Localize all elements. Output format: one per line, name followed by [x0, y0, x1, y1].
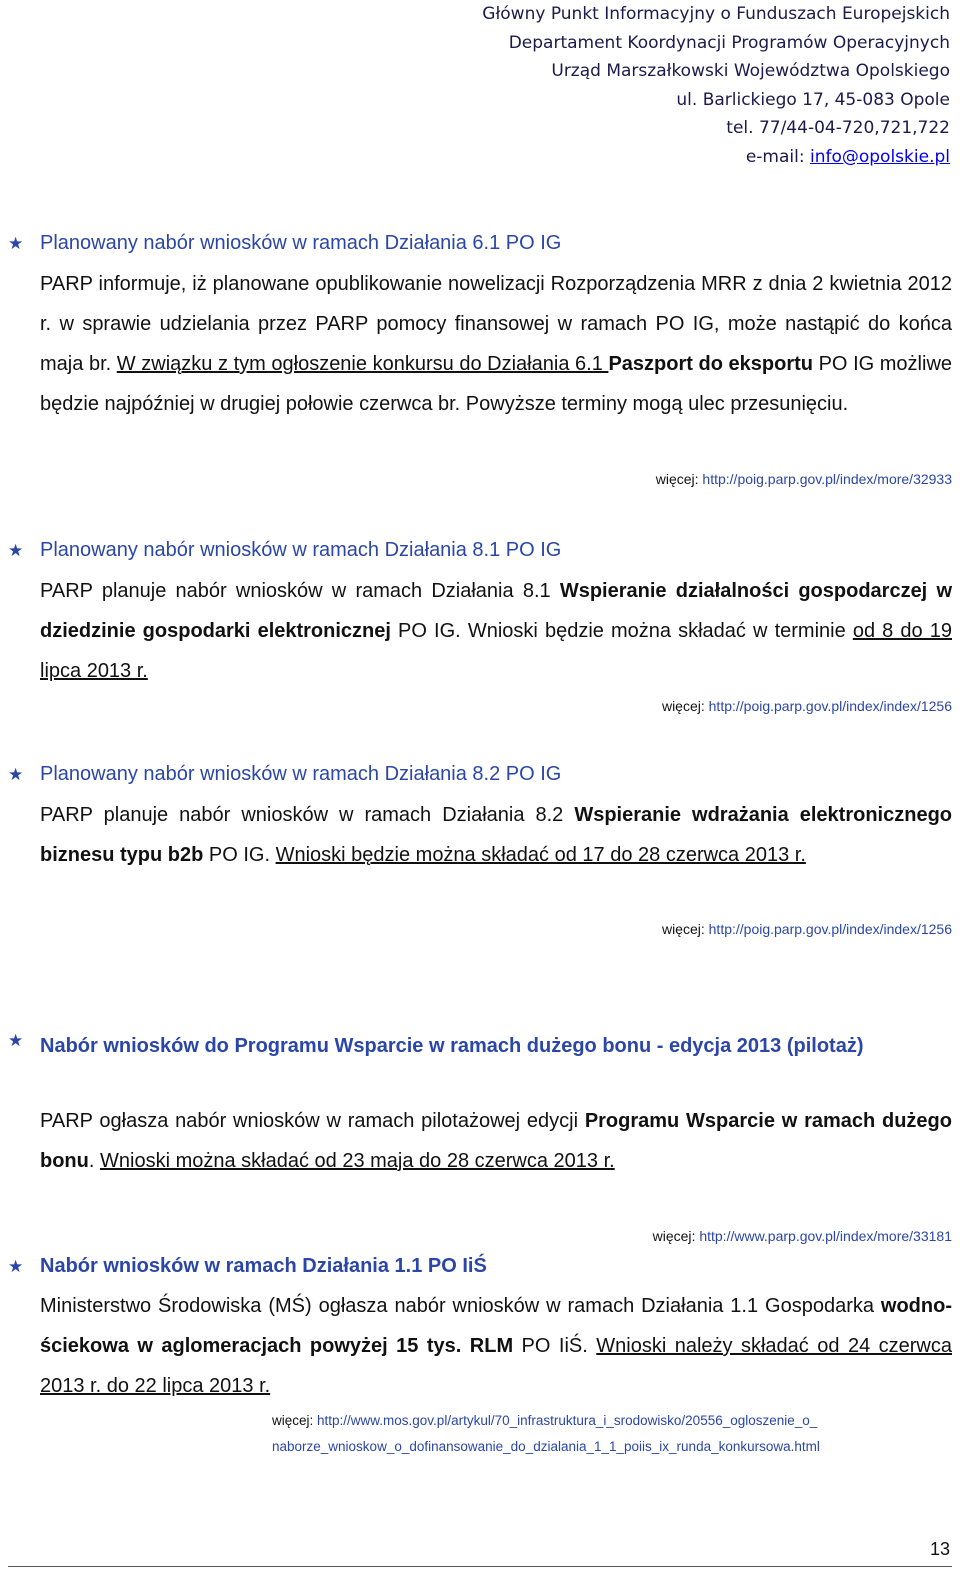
header-separator-band [8, 177, 956, 225]
star-bullet-icon: ★ [8, 1031, 24, 1050]
more-link-part-1[interactable]: http://www.mos.gov.pl/artykul/70_infrastruktura_i_srodowisko/20556_ogloszenie_o_ [317, 1413, 818, 1428]
more-link-row: więcej: http://poig.parp.gov.pl/index/more/32933 [655, 471, 952, 487]
item-title: Planowany nabór wniosków w ramach Działania 8.1 PO IG [40, 539, 562, 561]
item-body: PARP planuje nabór wniosków w ramach Działania 8.2 Wspieranie wdrażania elektronicznego biznesu typu b2b PO IG. Wnioski będzie można składać od 17 do 28 czerwca 2013 r. [40, 804, 952, 866]
more-link-row: więcej: http://poig.parp.gov.pl/index/index/1256 [661, 698, 952, 714]
header-line-office: Główny Punkt Informacyjny o Funduszach Europejskich [482, 4, 950, 24]
more-link[interactable]: http://www.parp.gov.pl/index/more/33181 [699, 1228, 952, 1244]
more-link-row: więcej: http://poig.parp.gov.pl/index/index/1256 [661, 921, 952, 937]
more-link-row: więcej: http://www.mos.gov.pl/artykul/70_infrastruktura_i_srodowisko/20556_ogloszenie_o_ naborze_wnioskow_o_dofinansowanie_do_dzialania_1_1_poiis_ix_runda_konkursowa.html [272, 1413, 820, 1454]
item-title: Nabór wniosków do Programu Wsparcie w ramach dużego bonu - edycja 2013 (pilotaż) [40, 1035, 864, 1057]
item-body: PARP ogłasza nabór wniosków w ramach pilotażowej edycji Programu Wsparcie w ramach dużego bonu. Wnioski można składać od 23 maja do 28 czerwca 2013 r. [40, 1110, 952, 1172]
item-body: PARP informuje, iż planowane opublikowanie nowelizacji Rozporządzenia MRR z dnia 2 kwietnia 2012 r. w sprawie udzielania przez PARP pomocy finansowej w ramach PO IG, może nastąpić do końca maja br. W związku z tym ogłoszenie konkursu do Działania 6.1 Paszport do eksportu PO IG możliwe będzie najpóźniej w drugiej połowie czerwca br. Powyższe terminy mogą ulec przesunięciu. [40, 273, 953, 415]
more-link[interactable]: http://poig.parp.gov.pl/index/more/32933 [702, 471, 952, 487]
email-link[interactable]: info@opolskie.pl [809, 146, 950, 167]
footer-rule [8, 1566, 952, 1567]
more-link-row: więcej: http://www.parp.gov.pl/index/more/33181 [652, 1228, 952, 1244]
email-label: e-mail: [745, 146, 810, 167]
page-number: 13 [929, 1539, 950, 1559]
star-bullet-icon: ★ [8, 234, 24, 253]
header-contact-block [482, 0, 950, 171]
header-line-authority: Urząd Marszałkowski Województwa Opolskiego [551, 61, 950, 81]
star-bullet-icon: ★ [8, 541, 24, 560]
header-line-department: Departament Koordynacji Programów Operacyjnych [508, 32, 950, 53]
more-link[interactable]: http://poig.parp.gov.pl/index/index/1256 [708, 698, 952, 714]
more-link[interactable]: http://poig.parp.gov.pl/index/index/1256 [708, 921, 952, 937]
more-link-part-2[interactable]: naborze_wnioskow_o_dofinansowanie_do_dzialania_1_1_poiis_ix_runda_konkursowa.html [272, 1439, 820, 1454]
item-title: Nabór wniosków w ramach Działania 1.1 PO IiŚ [40, 1255, 487, 1277]
item-title: Planowany nabór wniosków w ramach Działania 8.2 PO IG [40, 763, 562, 785]
header-line-address: ul. Barlickiego 17, 45-083 Opole [676, 89, 950, 110]
item-body: Ministerstwo Środowiska (MŚ) ogłasza nabór wniosków w ramach Działania 1.1 Gospodarka wodno-ściekowa w aglomeracjach powyżej 15 tys. RLM PO IiŚ. Wnioski należy składać od 24 czerwca 2013 r. do 22 lipca 2013 r. [40, 1295, 953, 1397]
item-title: Planowany nabór wniosków w ramach Działania 6.1 PO IG [40, 232, 562, 254]
header-line-email [482, 143, 950, 172]
item-body: PARP planuje nabór wniosków w ramach Działania 8.1 Wspieranie działalności gospodarczej w dziedzinie gospodarki elektronicznej PO IG. Wnioski będzie można składać w terminie od 8 do 19 lipca 2013 r. [40, 580, 953, 682]
star-bullet-icon: ★ [8, 1257, 24, 1276]
header-line-phone: tel. 77/44-04-720,721,722 [726, 118, 950, 138]
star-bullet-icon: ★ [8, 765, 24, 784]
